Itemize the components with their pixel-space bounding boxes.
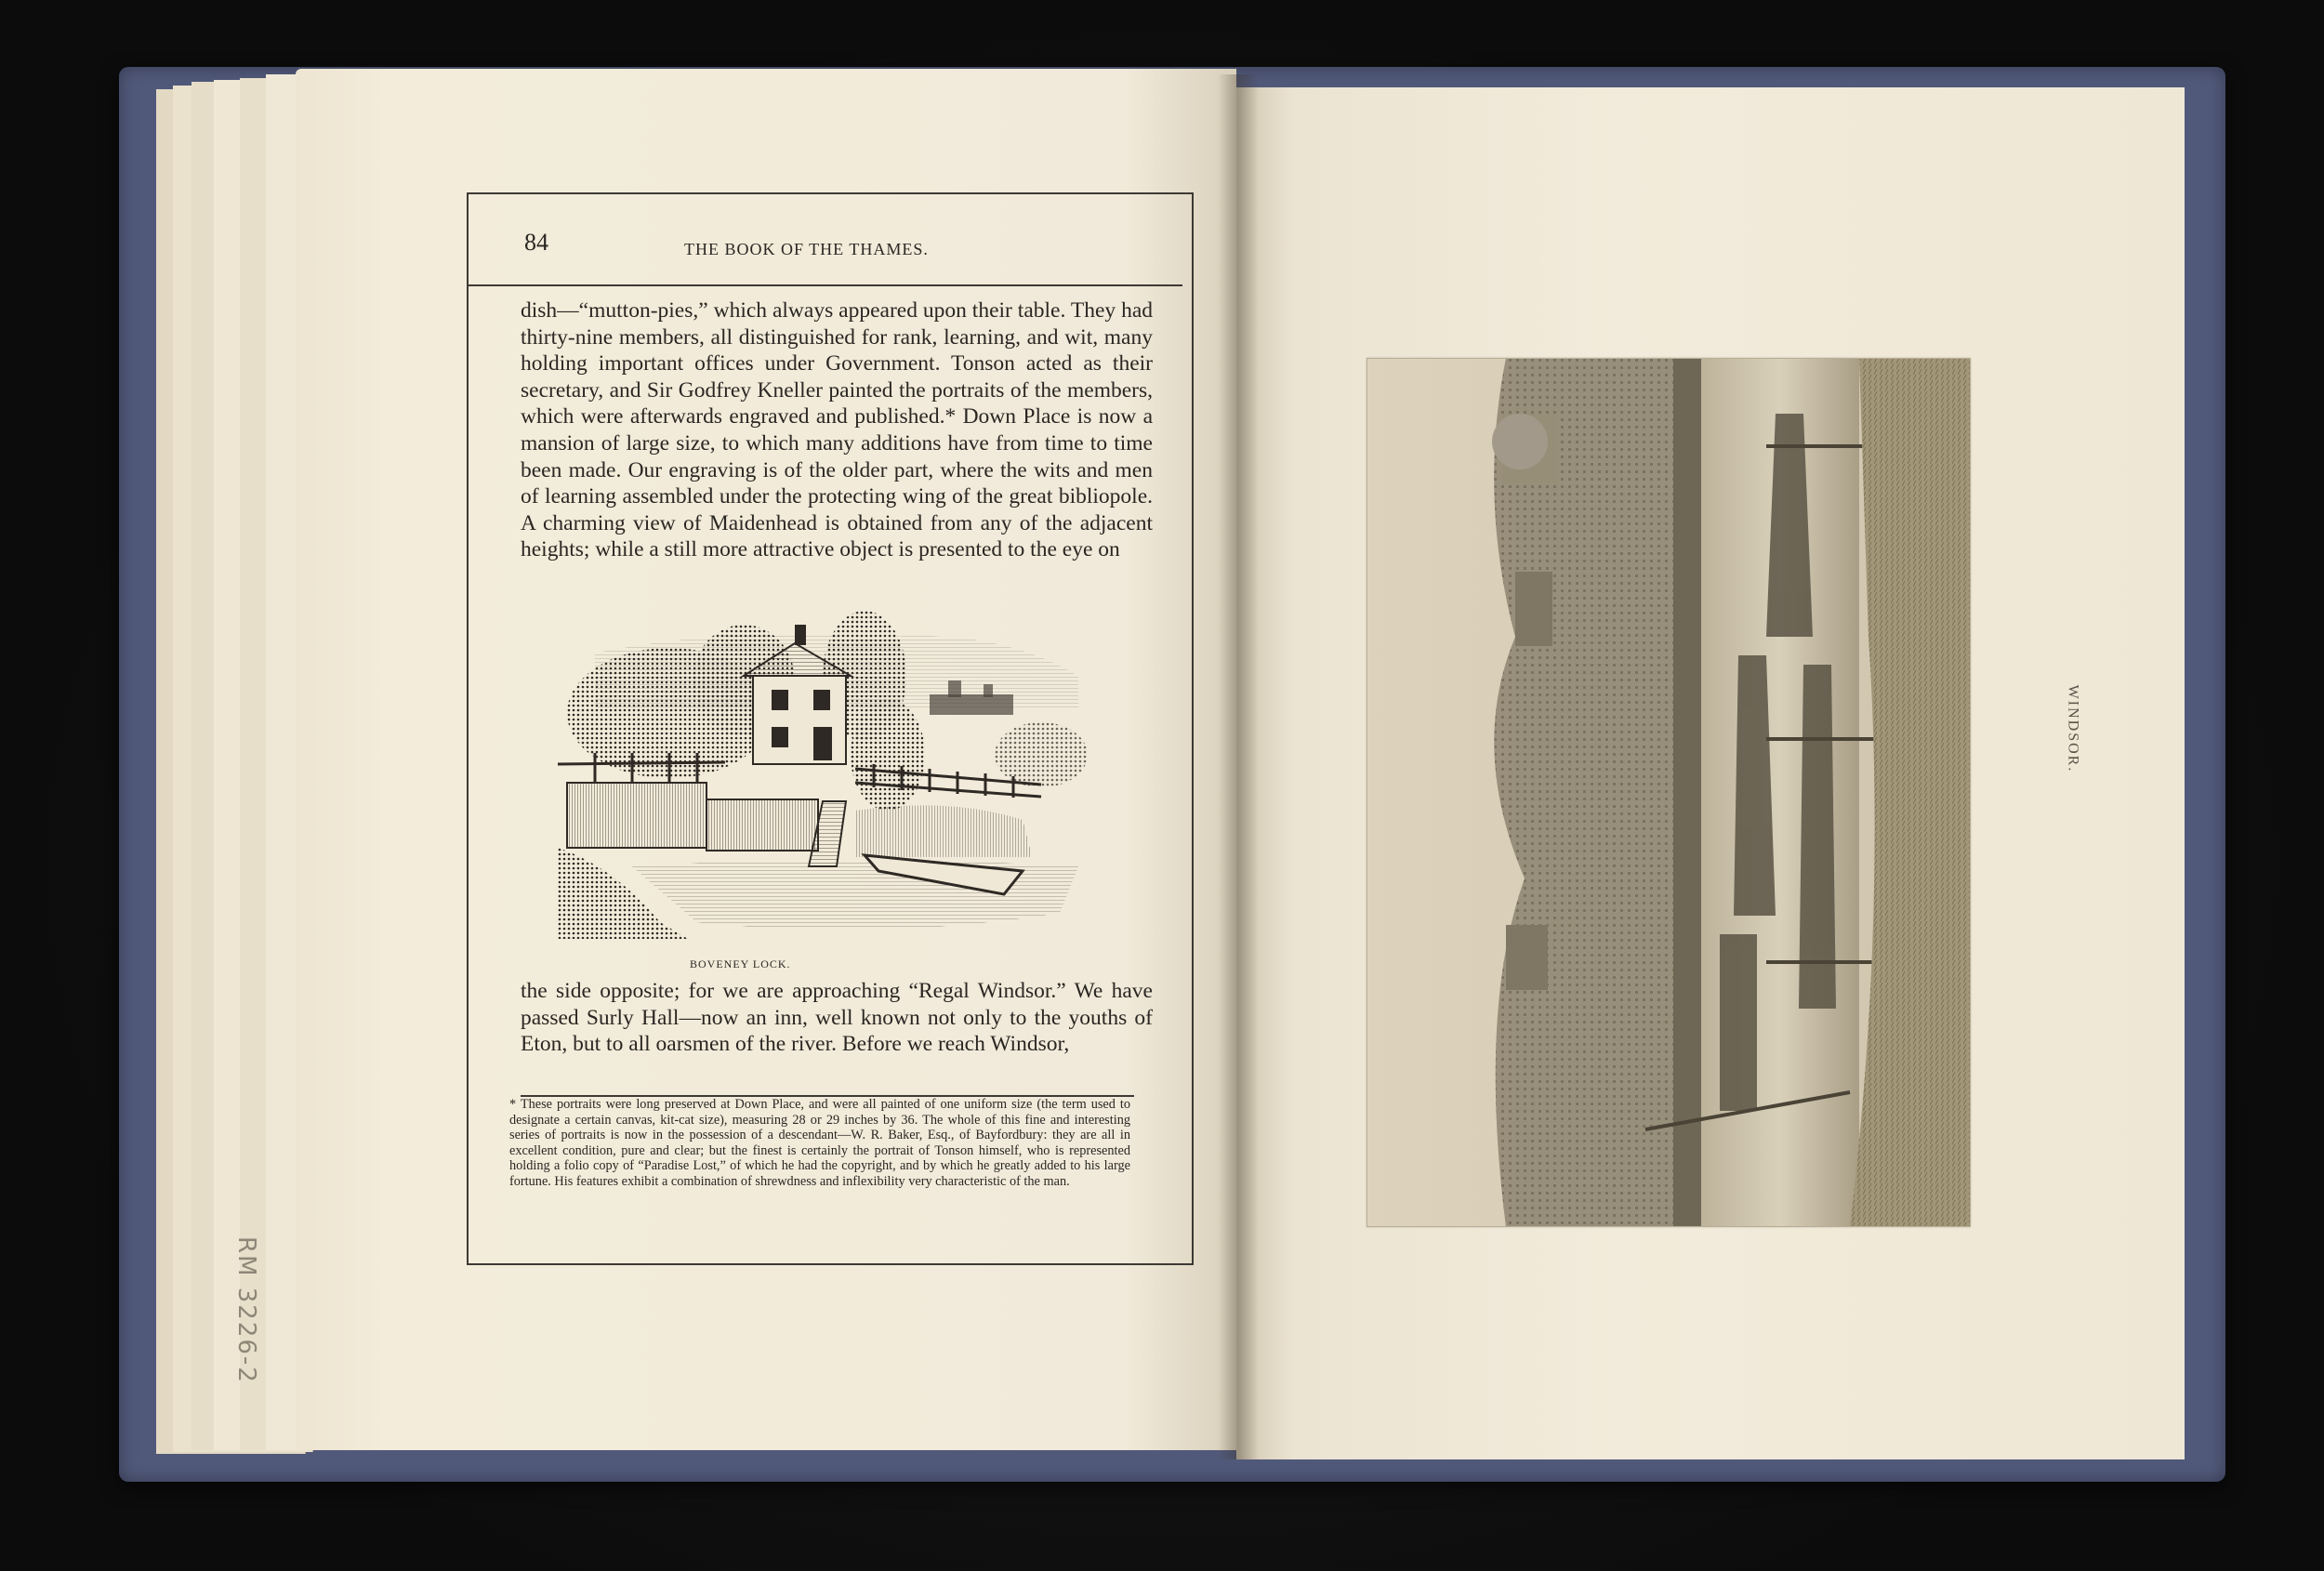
book-gutter xyxy=(1218,74,1259,1459)
boveney-lock-engraving xyxy=(558,587,1097,939)
header-rule xyxy=(467,284,1182,286)
windsor-photograph xyxy=(1367,358,1971,1227)
illustration-caption: BOVENEY LOCK. xyxy=(690,957,791,970)
pencil-inscription: RM 3226-2 xyxy=(232,1236,260,1384)
body-paragraph: dish—“mutton-pies,” which always appeared upon their table. They had thirty-nine members, all distinguished for rank, learning, and wit, many holding important offices under Government. Tonson acted as their secretary, and Sir Godfrey Kneller painted the portraits of the members, which were afterwards engraved and published.* Down Place is now a mansion of large size, to which many additions have from time to time been made. Our engraving is of the older part, where the wits and men of learning assembled under the protecting wing of the great bibliopole. A charming view of Maidenhead is obtained from any of the adjacent heights; while a still more attractive object is presented to the eye on xyxy=(521,298,1153,562)
running-head: THE BOOK OF THE THAMES. xyxy=(684,240,929,258)
footnote: * These portraits were long preserved at Down Place, and were all painted of one uniform size (the term used to designate a certain canvas, kit-cat size), measuring 28 or 29 inches by 36. The whole of this fine and interesting series of portraits is now in the possession of a descendant—W. R. Baker, Esq., of Bayfordbury: they are all in excellent condition, pure and clear; but the finest is certainly the portrait of Tonson himself, who is represented holding a folio copy of “Paradise Lost,” of which he had the copyright, and by which he greatly added to his large fortune. His features exhibit a combination of shrewdness and inflexibility very characteristic of the man. xyxy=(509,1097,1130,1189)
photo-title: WINDSOR. xyxy=(2065,684,2081,773)
body-paragraph-continued: the side opposite; for we are approaching “Regal Windsor.” We have passed Surly Hall—now an inn, well known not only to the youths of Eton, but to all oarsmen of the river. Before we reach Windsor, xyxy=(521,979,1153,1057)
page-number: 84 xyxy=(524,229,548,256)
